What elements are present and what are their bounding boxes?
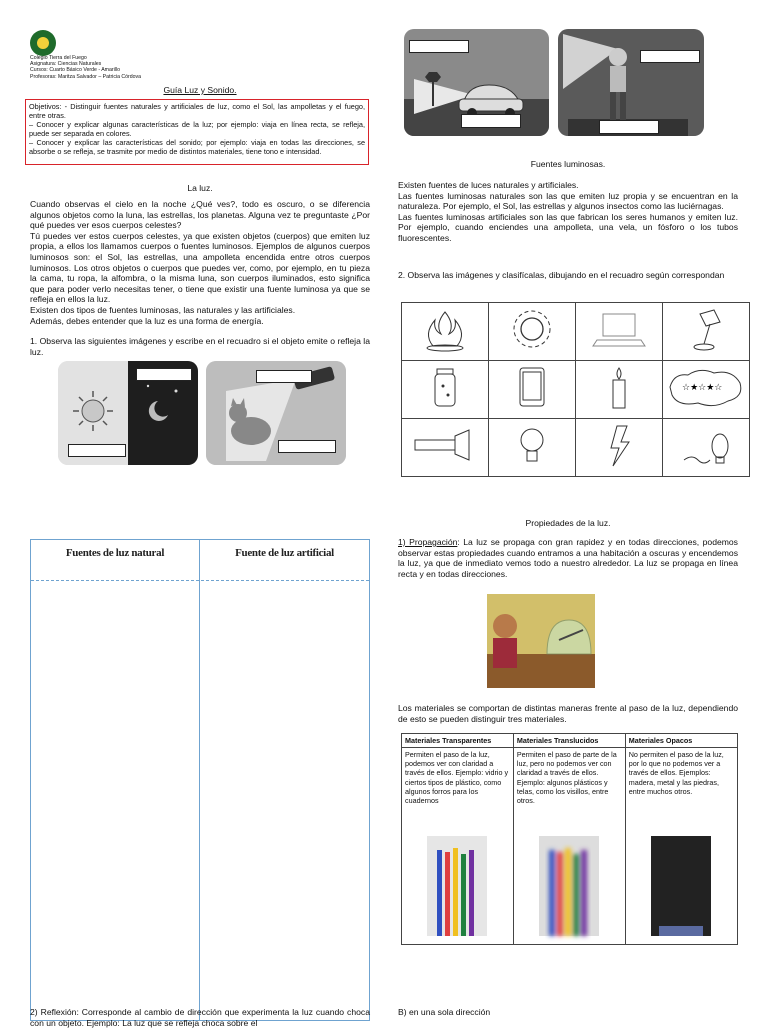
pencils-clear [407, 830, 507, 942]
svg-text:☆★☆★☆: ☆★☆★☆ [682, 383, 723, 393]
paragraph: Existen dos tipos de fuentes luminosas, las naturales y las artificiales. [30, 304, 296, 315]
laptop-icon [576, 303, 663, 361]
question-1: 1. Observa las siguientes imágenes y escribe en el recuadro si el objeto emite o refleja la luz. [30, 336, 370, 357]
school-line: Colegio Tierra del Fuego [30, 55, 87, 61]
paragraph: Cuando observas el cielo en la noche ¿Qué ves?, todo es oscuro, o se diferencia algunos objetos como la luna, las estrellas, los planetas. Alguna vez te preguntaste ¿Por qué puedes ver esos cuerpos celestes? [30, 199, 370, 231]
stars-icon [663, 361, 750, 419]
cell-translucent [513, 748, 625, 945]
answer-box[interactable] [461, 114, 521, 128]
question-2: 2. Observa las imágenes y clasifícalas, dibujando en el recuadro según correspondan [398, 270, 725, 280]
tablet-icon [489, 361, 576, 419]
section-title-luz: La luz. [187, 183, 213, 193]
person-flashlight-illustration [558, 29, 704, 136]
section-title-fuentes: Fuentes luminosas. [530, 159, 606, 169]
flashlight-icon [402, 419, 489, 477]
cell-transparent [402, 748, 514, 945]
car-illustration [404, 29, 549, 136]
cat-flashlight-illustration [206, 361, 346, 465]
header-translucent: Materiales Translucidos [513, 734, 625, 748]
cell-natural[interactable] [31, 581, 199, 1020]
paragraph: Existen fuentes de luces naturales y artificiales. [398, 180, 579, 190]
answer-box[interactable] [256, 370, 312, 383]
header-opaque: Materiales Opacos [625, 734, 737, 748]
sun-moon-illustration [58, 361, 198, 465]
candle-icon [576, 361, 663, 419]
guide-title: Guía Luz y Sonido. [163, 85, 237, 95]
answer-box[interactable] [599, 120, 659, 134]
header-artificial: Fuente de luz artificial [235, 547, 334, 559]
answer-box[interactable] [278, 440, 336, 453]
materiales-intro: Los materiales se comportan de distintas maneras frente al paso de la luz, dependiendo de esto se pueden distinguir tres materiales. [398, 703, 738, 724]
paragraph: Además, debes entender que la luz es una forma de energía. [30, 315, 264, 326]
school-logo [30, 30, 56, 56]
objectives-box [25, 99, 369, 165]
school-line: Cursos: Cuarto Básico Verde - Amarillo [30, 67, 120, 74]
section-title-propiedades: Propiedades de la luz. [525, 518, 611, 528]
objective-2: – Conocer y explicar algunas características de la luz; por ejemplo: viaja en línea recta, se refleja, puede ser separada en colores. [29, 120, 365, 139]
material-text: Permiten el paso de parte de la luz, pero no podemos ver con claridad a través de ellos. Ejemplo: algunos plásticos y telas, como los visillos, entre otros. [516, 750, 617, 806]
desk-lamp-icon [663, 303, 750, 361]
propagacion-label: 1) Propagación [398, 537, 458, 547]
cell-opaque [625, 748, 737, 945]
christmas-bulb-icon [663, 419, 750, 477]
answer-box[interactable] [136, 368, 192, 381]
light-sources-grid [401, 302, 750, 477]
paragraph: Las fuentes luminosas naturales son las que emiten luz propia y se encuentran en la naturaleza. Por ejemplo, el Sol, las estrellas y algunos insectos como las luciérnagas. [398, 190, 738, 212]
school-info [30, 55, 230, 80]
materials-table [401, 733, 738, 945]
fuentes-text [398, 180, 738, 244]
campfire-icon [402, 303, 489, 361]
luz-text [30, 199, 370, 326]
answer-box[interactable] [640, 50, 700, 63]
pencils-blurred [519, 830, 619, 942]
answer-box[interactable] [409, 40, 469, 53]
bottom-right-text: B) en una sola dirección [398, 1007, 491, 1017]
sun-icon [489, 303, 576, 361]
paragraph: Tú puedes ver estos cuerpos celestes, ya que existen objetos (cuerpos) que emiten luz propia, a ellos los llamamos cuerpos o fuentes luminosos. Ejemplos de algunos cuerpos luminosos son: el Sol, las estrellas, una ampolleta encendida entre otros cuerpos luminosos. Los otros objetos o cuerpos que puedes ver, como, por ejemplo, en tu pieza la cama, tu ropa, la alfombra, o la misma luna, son cuerpos iluminados, esto significa que para poder verlo necesitas tener, o tiene que existir una fuente luminosa ya que se refleja en ellos la luz. [30, 230, 370, 305]
propagacion-body: : La luz se propaga con gran rapidez y en todas direcciones, podemos observar estas propiedades cuando entramos a una habitación a oscuras y encendemos la luz, ya que de inmediato vemos todo a nuestro alrededor. La luz se propaga en línea recta y en todas direcciones. [398, 537, 738, 579]
firefly-jar-icon [402, 361, 489, 419]
classification-table [30, 539, 370, 1021]
paragraph: Las fuentes luminosas artificiales son las que fabrican los seres humanos y emiten luz. Por ejemplo, cuando enciendes una ampolleta, una vela, un fósforo o los tubos fluorescentes. [398, 211, 738, 243]
school-line: Profesoras: Maritza Salvador – Patricia Córdova [30, 73, 142, 80]
lightning-icon [576, 419, 663, 477]
lightbulb-icon [489, 419, 576, 477]
school-line: Asignatura: Ciencias Naturales [30, 61, 102, 68]
header-natural: Fuentes de luz natural [65, 547, 165, 559]
cell-artificial[interactable] [200, 581, 369, 1020]
material-text: No permiten el paso de la luz, por lo que no podemos ver a través de ellos. Ejemplos: madera, metal y las piedras, entre muchos otros. [628, 750, 724, 796]
pencils-covered [631, 830, 731, 942]
header-transparent: Materiales Transparentes [402, 734, 514, 748]
objective-1: Objetivos: - Distinguir fuentes naturales y artificiales de luz, como el Sol, las ampolletas y el fuego, entre otras. [29, 102, 365, 121]
reflexion-text: 2) Reflexión: Corresponde al cambio de dirección que experimenta la luz cuando choca con un objeto. Ejemplo: La luz que se refleja choca sobre el [30, 1007, 370, 1028]
girl-lamp-illustration [487, 594, 595, 688]
propagacion-text [398, 537, 738, 579]
objective-3: – Conocer y explicar las características del sonido; por ejemplo: viaja en todas las direcciones, se absorbe o se refleja, se trasmite por medio de distintos materiales, tiene tono e intensidad. [29, 138, 365, 157]
material-text: Permiten el paso de la luz, podemos ver con claridad a través de ellos. Ejemplo: vidrio y ciertos tipos de plástico, como algunos forros para los cuadernos [405, 750, 509, 806]
answer-box[interactable] [68, 444, 126, 457]
